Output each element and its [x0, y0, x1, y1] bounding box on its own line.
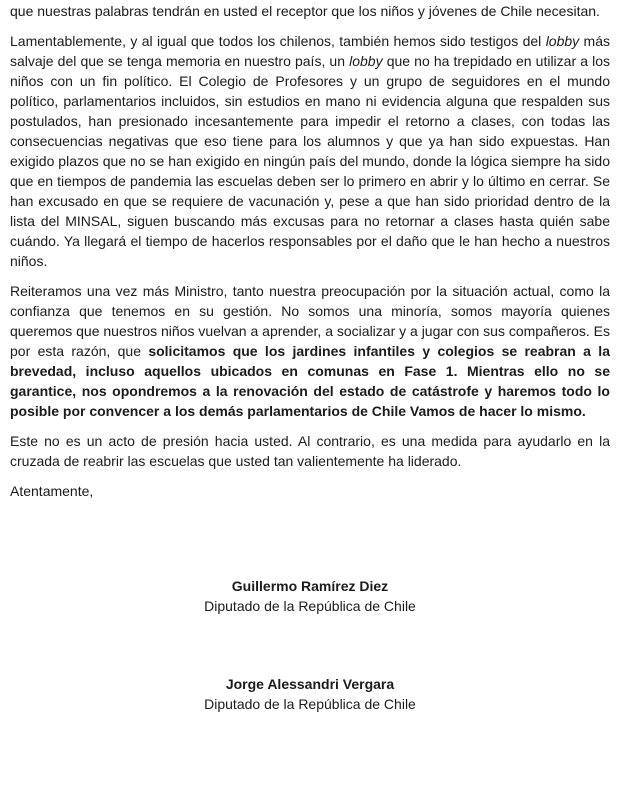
signatory-title: Diputado de la República de Chile — [204, 696, 416, 712]
paragraph — [10, 31, 610, 271]
paragraph — [10, 431, 610, 471]
signature-block — [10, 576, 610, 616]
paragraph — [10, 281, 610, 421]
text-run: que nuestras palabras tendrán en usted el receptor que los niños y jóvenes de Chile necesitan. — [10, 3, 600, 19]
closing-salutation: Atentamente, — [10, 483, 94, 499]
signatory-title: Diputado de la República de Chile — [204, 598, 416, 614]
bold-text-run: solicitamos que los jardines infantiles y colegios se reabran a la brevedad, incluso aquellos ubicados en comunas en Fase 1. Mientras ello no se garantice, nos opondremos a la renovación del estado de catástrofe y haremos todo lo posible por convencer a los demás parlamentarios de Chile Vamos de hacer lo mismo. — [10, 343, 610, 419]
text-run: que no ha trepidado en utilizar a los niños con un fin político. El Colegio de Profesores y un grupo de seguidores en el mundo político, parlamentarios incluidos, sin estudios en mano ni evidencia alguna que respalden sus postulados, han presionado incesantemente para impedir el retorno a clases, con todas las consecuencias negativas que eso tiene para los alumnos y que ya han sido expuestas. Han exigido plazos que no se han exigido en ningún país del mundo, donde la lógica siempre ha sido que en tiempos de pandemia las escuelas deben ser lo primero en abrir y lo último en cerrar. Se han excusado en que se requiere de vacunación y, pese a que han sido prioridad dentro de la lista del MINSAL, siguen buscando más excusas para no retornar a clases hasta quién sabe cuándo. Ya llegará el tiempo de hacerlos responsables por el daño que le han hecho a nuestros niños. — [10, 53, 611, 269]
text-run: Reiteramos una vez más Ministro, tanto nuestra preocupación por la situación actual, como la confianza que tenemos en su gestión. No somos una minoría, somos mayoría quienes queremos que nuestros niños vuelvan a aprender, a socializar y a jugar con sus compañeros. Es por esta razón, que — [10, 283, 611, 359]
letter-body — [10, 1, 610, 471]
signatures-section — [10, 576, 610, 714]
paragraph — [10, 1, 610, 21]
text-run: Este no es un acto de presión hacia usted. Al contrario, es una medida para ayudarlo en la cruzada de reabrir las escuelas que usted tan valientemente ha liderado. — [10, 433, 610, 469]
signatory-name: Guillermo Ramírez Diez — [231, 578, 389, 594]
text-run: más salvaje del que se tenga memoria en nuestro país, un — [10, 33, 610, 69]
text-run: Lamentablemente, y al igual que todos los chilenos, también hemos sido testigos del — [10, 33, 546, 49]
signature-block — [10, 674, 610, 714]
italic-text-run: lobby — [545, 33, 580, 49]
signatory-name: Jorge Alessandri Vergara — [225, 676, 395, 692]
italic-text-run: lobby — [349, 53, 383, 69]
